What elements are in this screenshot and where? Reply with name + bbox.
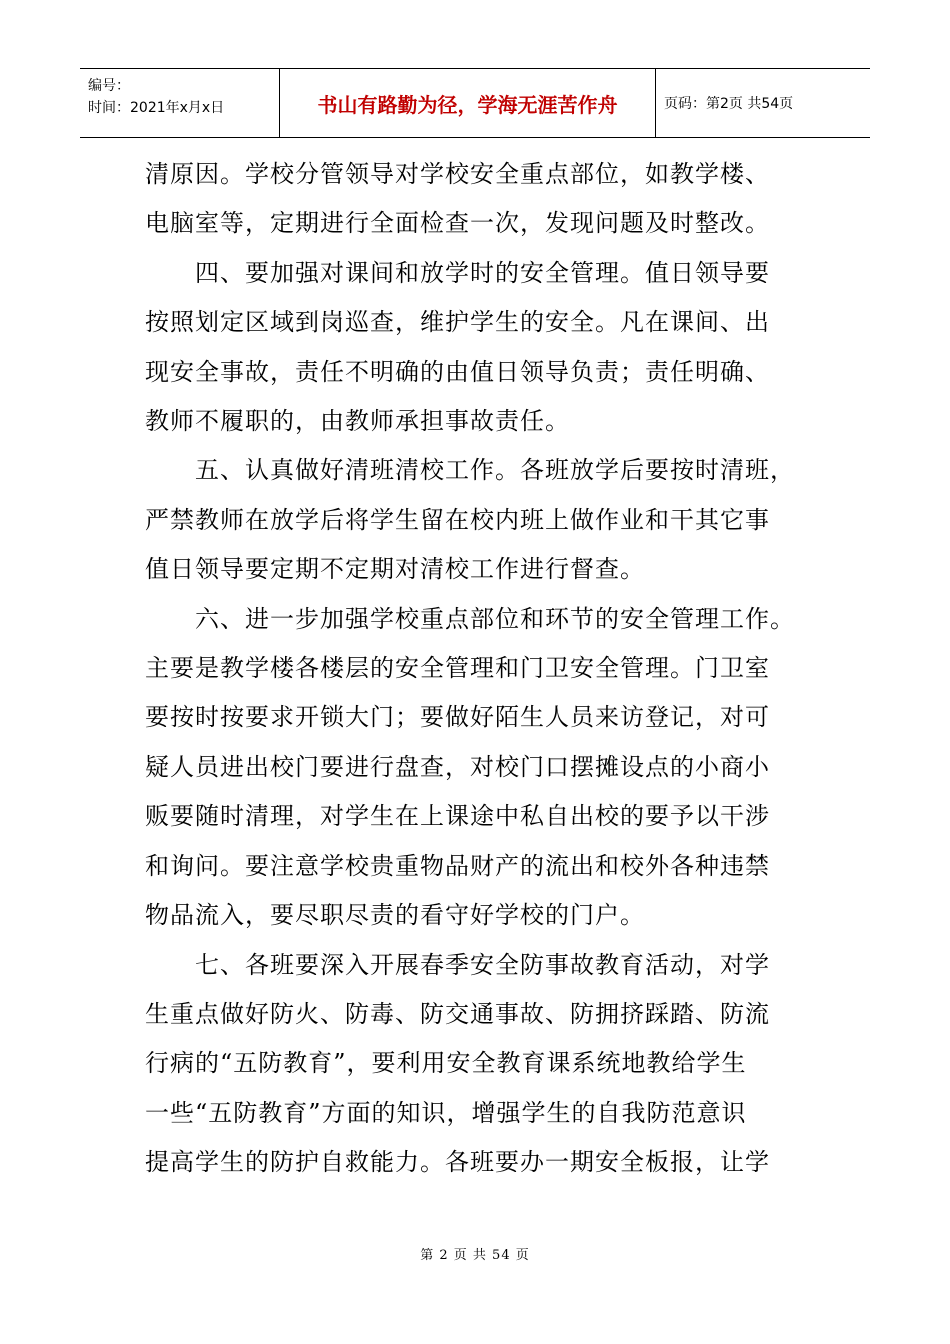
body-line: 电脑室等，定期进行全面检查一次，发现问题及时整改。: [145, 209, 770, 238]
body-line: 提高学生的防护自救能力。各班要办一期安全板报，让学: [145, 1148, 770, 1177]
body-line: 现安全事故，责任不明确的由值日领导负责；责任明确、: [145, 357, 770, 386]
body-line: 六、进一步加强学校重点部位和环节的安全管理工作。: [195, 604, 795, 633]
body-line: 和询问。要注意学校贵重物品财产的流出和校外各种违禁: [145, 851, 770, 880]
body-line: 疑人员进出校门要进行盘查，对校门口摆摊设点的小商小: [145, 752, 770, 781]
header-meta: [80, 69, 280, 137]
body-line: 贩要随时清理，对学生在上课途中私自出校的要予以干涉: [145, 802, 770, 831]
body-line: 四、要加强对课间和放学时的安全管理。值日领导要: [195, 258, 770, 287]
page-footer: 第 2 页 共 54 页: [420, 1248, 530, 1263]
time-label: 时间：2021年x月x日: [88, 100, 225, 116]
body-line: 主要是教学楼各楼层的安全管理和门卫安全管理。门卫室: [145, 654, 770, 683]
document-body: [145, 150, 813, 1188]
body-line: 五、认真做好清班清校工作。各班放学后要按时清班，: [195, 456, 795, 485]
header-page-info: 页码：第2页 共54页: [664, 96, 794, 112]
body-line: 七、各班要深入开展春季安全防事故教育活动，对学: [195, 950, 770, 979]
header-motto: 书山有路勤为径，学海无涯苦作舟: [280, 69, 656, 137]
body-line: 清原因。学校分管领导对学校安全重点部位，如教学楼、: [145, 160, 770, 188]
body-line: 教师不履职的，由教师承担事故责任。: [145, 407, 570, 436]
body-line: 一些“五防教育”方面的知识，增强学生的自我防范意识: [145, 1098, 747, 1127]
page-header: [80, 68, 870, 138]
body-line: 按照划定区域到岗巡查，维护学生的安全。凡在课间、出: [145, 308, 770, 337]
body-line: 值日领导要定期不定期对清校工作进行督查。: [145, 555, 645, 584]
number-label: 编号：: [88, 78, 130, 94]
body-line: 行病的“五防教育”，要利用安全教育课系统地教给学生: [145, 1049, 747, 1078]
body-line: 严禁教师在放学后将学生留在校内班上做作业和干其它事: [145, 505, 770, 534]
body-line: 要按时按要求开锁大门；要做好陌生人员来访登记，对可: [145, 703, 770, 732]
body-line: 物品流入，要尽职尽责的看守好学校的门户。: [145, 901, 645, 930]
body-line: 生重点做好防火、防毒、防交通事故、防拥挤踩踏、防流: [145, 999, 770, 1028]
